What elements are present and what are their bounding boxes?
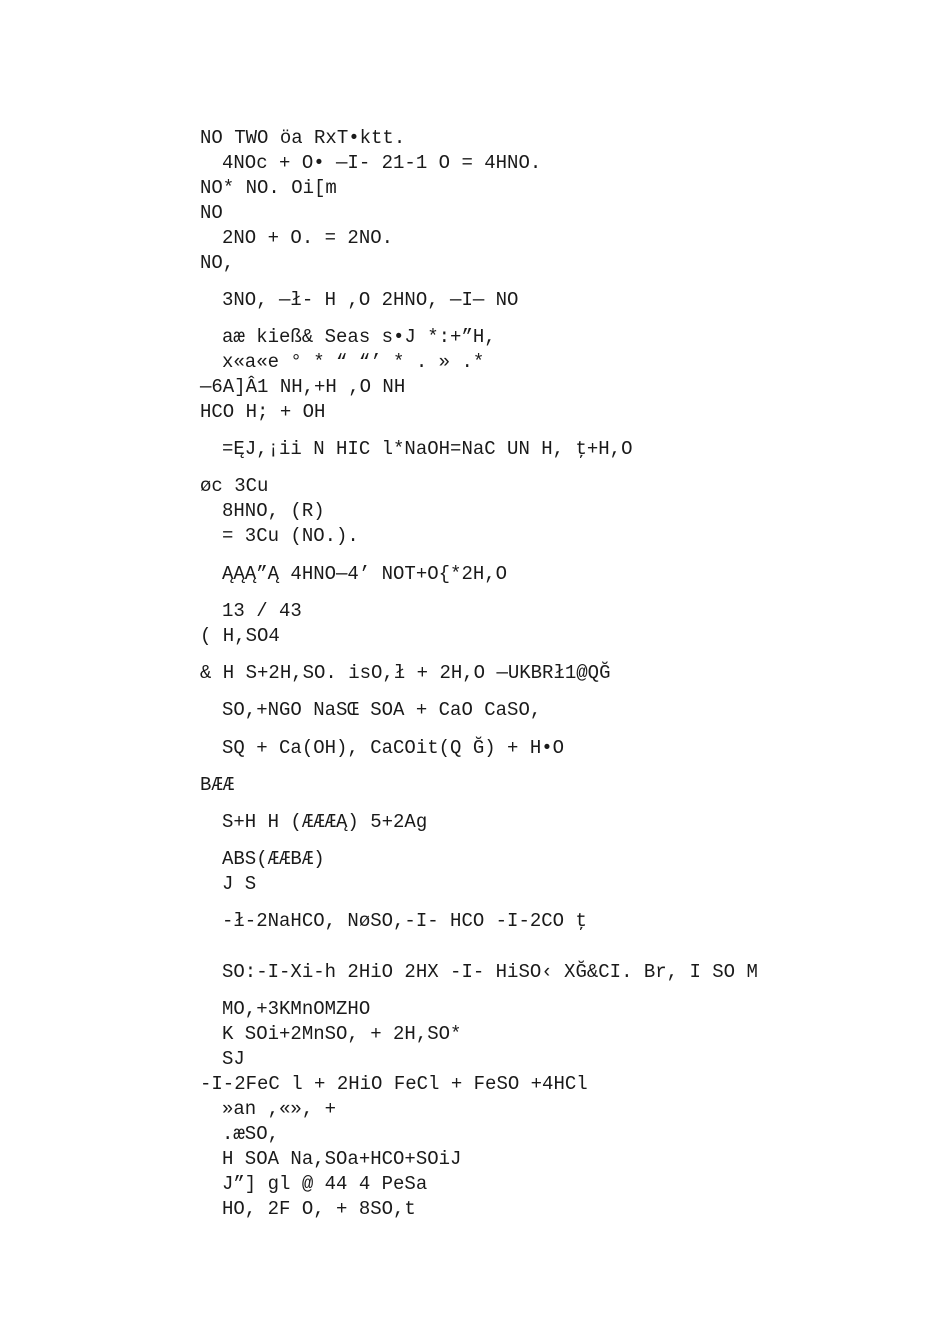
- text-line: x«a«e ° * “ “’ * . » .*: [222, 351, 485, 373]
- text-line: & H S+2H,SO. isO,ł + 2H,O —UKBRł1@QĞ: [200, 662, 611, 684]
- text-line: = 3Cu (NO.).: [222, 525, 359, 547]
- text-line: BÆÆ: [200, 774, 235, 796]
- text-line: 4NOc + O• —I- 21-1 O = 4HNO.: [222, 152, 542, 174]
- text-line: HCO H; + OH: [200, 401, 326, 423]
- text-line: aæ kieß& Seas s•J *:+”H,: [222, 326, 496, 348]
- text-line: -I-2FeC l + 2HiO FeCl + FeSO +4HCl: [200, 1073, 588, 1095]
- text-line: ( H,SO4: [200, 625, 280, 647]
- text-line: NO: [200, 202, 223, 224]
- page-number: 13 / 43: [222, 600, 302, 622]
- text-line: MO,+3KMnOMZHO: [222, 998, 371, 1020]
- text-line: NO TWO öa RxT•ktt.: [200, 127, 406, 149]
- text-line: SQ + Ca(OH), CaCOit(Q Ğ) + H•O: [222, 737, 565, 759]
- text-line: NO,: [200, 252, 235, 274]
- text-line: ABS(ÆÆBÆ): [222, 848, 325, 870]
- text-line: -ł-2NaHCO, NøSO,-I- HCO -I-2CO ţ: [222, 910, 587, 932]
- text-line: J S: [222, 873, 257, 895]
- text-line: SO:-I-Xi-h 2HiO 2HX -I- HiSO‹ XĞ&CI. Br, I SO M: [222, 961, 758, 983]
- text-line: .æSO,: [222, 1123, 280, 1145]
- text-line: S+H H (ÆÆÆĄ) 5+2Ag: [222, 811, 428, 833]
- text-line: SJ: [222, 1048, 245, 1070]
- text-line: SO,+NGO NaSŒ SOA + CaO CaSO,: [222, 699, 542, 721]
- text-line: »an ,«», +: [222, 1098, 337, 1120]
- text-line: —6A]Â1 NH,+H ,O NH: [200, 376, 406, 398]
- text-line: H SOA Na,SOa+HCO+SOiJ: [222, 1148, 462, 1170]
- text-line: K SOi+2MnSO, + 2H,SO*: [222, 1023, 462, 1045]
- text-line: øc 3Cu: [200, 475, 269, 497]
- text-line: ĄĄĄ”Ą 4HNO—4’ NOT+O{*2H,O: [222, 563, 508, 585]
- text-line: J”] gl @ 44 4 PeSa: [222, 1173, 428, 1195]
- text-line: HO, 2F O, + 8SO,t: [222, 1198, 416, 1220]
- text-line: 2NO + O. = 2NO.: [222, 227, 394, 249]
- text-line: =ĘJ,¡ii N HIC l*NaOH=NaC UN H, ţ+H,O: [222, 438, 633, 460]
- text-line: 8HNO, (R): [222, 500, 325, 522]
- text-line: NO* NO. Oi[m: [200, 177, 337, 199]
- text-line: 3NO, —ł- H ,O 2HNO, —I— NO: [222, 289, 519, 311]
